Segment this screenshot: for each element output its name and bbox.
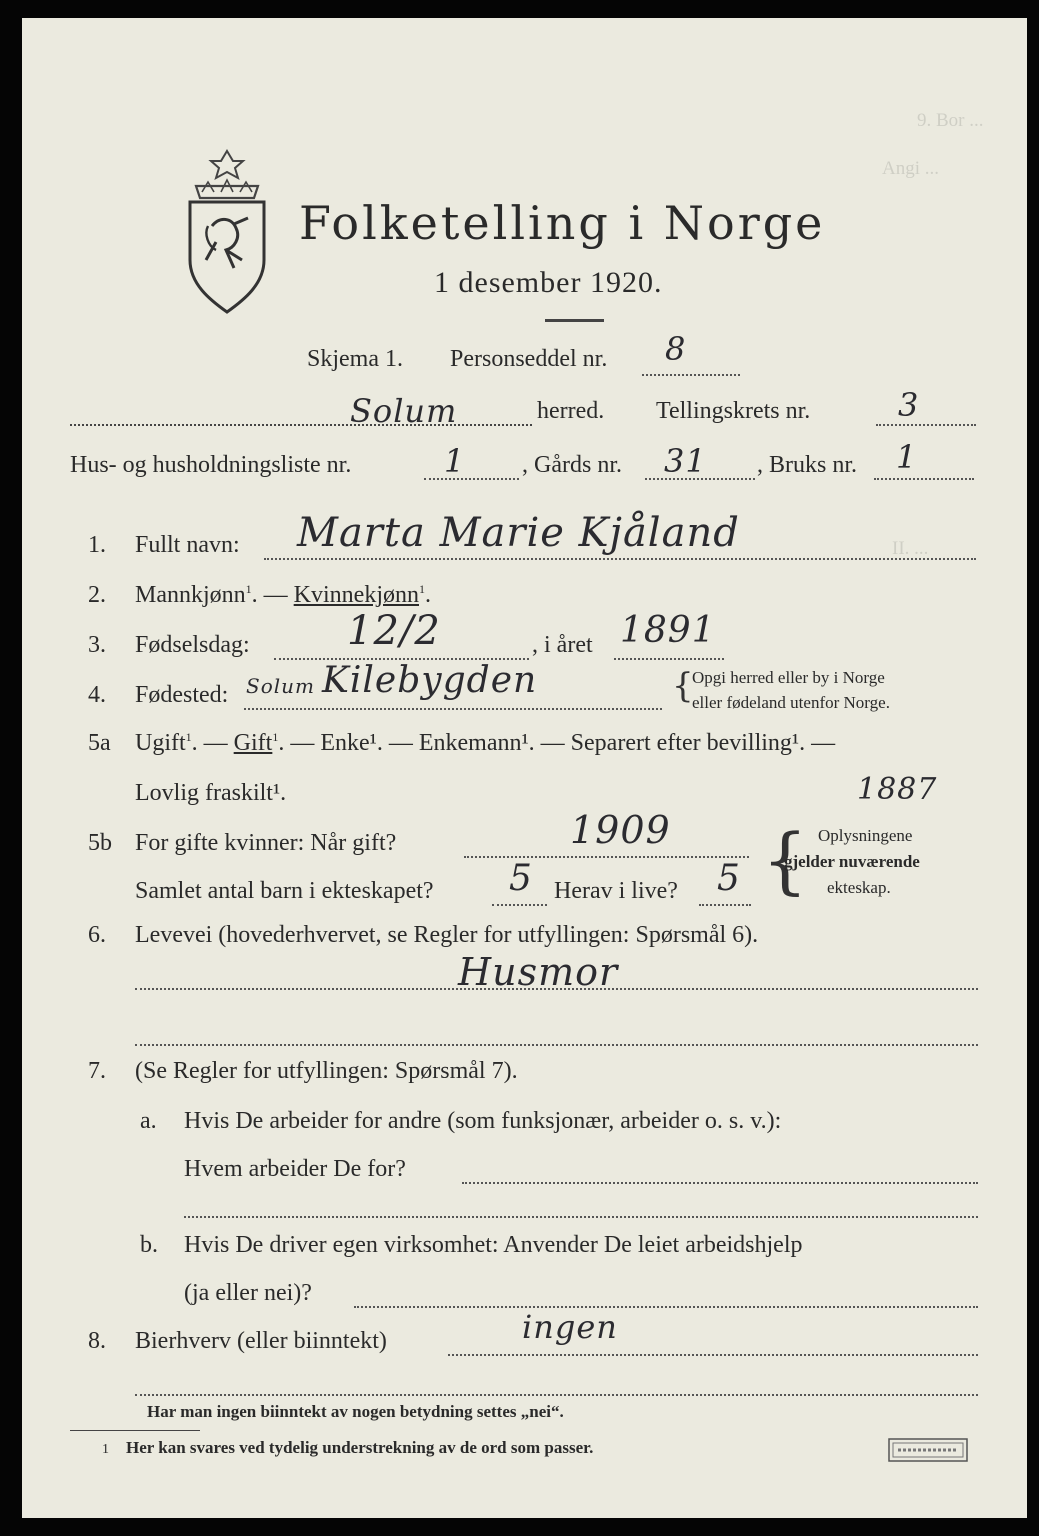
q5b-note-2: gjelder nuværende (784, 852, 920, 871)
q1-number: 1. (88, 532, 106, 558)
hus-line (424, 478, 519, 480)
q5b-label: For gifte kvinner: Når gift? (135, 830, 397, 856)
q5a-rest: . — Enke¹. — Enkemann¹. — Separert efter bevilling¹. — (278, 730, 836, 756)
q5a-line2: Lovlig fraskilt¹. (135, 780, 287, 806)
gards-label: , Gårds nr. (522, 452, 622, 478)
q5b-live-line (699, 904, 751, 906)
q5b-line (464, 856, 749, 858)
q4-brace: { (672, 666, 694, 706)
q5b-note-1: Oplysningene (818, 826, 913, 845)
herred-label: herred. (537, 398, 605, 424)
q7a-label: Hvis De arbeider for andre (som funksjonær, arbeider o. s. v.): (184, 1108, 782, 1134)
q5b-live-value: 5 (717, 858, 741, 899)
q5b-barn-value: 5 (509, 858, 533, 899)
q7b-letter: b. (140, 1232, 158, 1258)
q3-year-line (614, 658, 724, 660)
q5b-note-3: ekteskap. (827, 878, 891, 897)
bleed-through: 9. Bor ... (917, 110, 984, 131)
q8-line-1 (448, 1354, 978, 1356)
footnote-rule (70, 1430, 200, 1431)
q3-year-value: 1891 (620, 610, 716, 651)
q5a-number: 5a (88, 730, 111, 756)
q6-number: 6. (88, 922, 106, 948)
q6-label: Levevei (hovederhvervet, se Regler for utfyllingen: Spørsmål 6). (135, 922, 759, 948)
herred-line (70, 424, 532, 426)
q2-kvinnekjonn: Kvinnekjønn (293, 582, 419, 608)
q1-value: Marta Marie Kjåland (297, 510, 740, 556)
q7a-label2: Hvem arbeider De for? (184, 1156, 406, 1182)
q8-label: Bierhverv (eller biinntekt) (135, 1328, 387, 1354)
q2-number: 2. (88, 582, 106, 608)
q4-note-2: eller fødeland utenfor Norge. (692, 693, 890, 712)
q4-value: Kilebygden (322, 660, 538, 701)
q5a-gift: Gift (233, 730, 273, 756)
footer-note: Har man ingen biinntekt av nogen betydning settes „nei“. (147, 1402, 564, 1421)
q3-label: Fødselsdag: (135, 632, 250, 658)
q2-separator: . — (251, 582, 294, 608)
q4-value-small: Solum (246, 674, 315, 698)
q8-value: ingen (522, 1308, 618, 1346)
q5b-barn-label: Samlet antal barn i ekteskapet? (135, 878, 434, 904)
q7a-line-1 (462, 1182, 978, 1184)
q2-label-row: Mannkjønn$^1$. — Kvinnekjønn$^1$. (135, 582, 431, 608)
q5a-ugift: Ugift (135, 730, 186, 756)
q7b-line (354, 1306, 978, 1308)
q7-number: 7. (88, 1058, 106, 1084)
tellingskrets-value: 3 (898, 386, 920, 424)
q6-line-1 (135, 988, 978, 990)
q1-label: Fullt navn: (135, 532, 240, 558)
q5a-options: Ugift$^1$. — Gift$^1$. — Enke¹. — Enkemann¹. — Separert efter bevilling¹. — (135, 730, 836, 756)
q7a-line-2 (184, 1216, 978, 1218)
bruks-label: , Bruks nr. (757, 452, 858, 478)
q2-end: . (425, 582, 431, 608)
divider (545, 319, 604, 322)
bleed-through: Angi ... (882, 158, 939, 179)
q3-year-label: , i året (532, 632, 593, 658)
footnote-mark: 1 (102, 1442, 109, 1457)
q4-note-1: Opgi herred eller by i Norge (692, 668, 885, 687)
printer-stamp-icon (888, 1438, 968, 1462)
q4-line (244, 708, 662, 710)
q1-line (264, 558, 976, 560)
q4-number: 4. (88, 682, 106, 708)
form-title: Folketelling i Norge (299, 196, 826, 250)
census-date: 1 desember 1920. (434, 266, 663, 299)
personseddel-label: Personseddel nr. (450, 346, 608, 372)
q8-line-2 (135, 1394, 978, 1396)
footnote: Her kan svares ved tydelig understrekning av de ord som passer. (126, 1438, 594, 1457)
q3-value: 12/2 (347, 608, 441, 654)
q5b-live-label: Herav i live? (554, 878, 678, 904)
q7b-label: Hvis De driver egen virksomhet: Anvender De leiet arbeidshjelp (184, 1232, 803, 1258)
q5b-brace: { (762, 818, 808, 902)
q8-number: 8. (88, 1328, 106, 1354)
q5b-barn-line (492, 904, 547, 906)
q2-mannkjonn: Mannkjønn (135, 582, 246, 608)
q5b-number: 5b (88, 830, 112, 856)
personseddel-line (642, 374, 740, 376)
hus-value: 1 (444, 442, 466, 480)
q5b-note-year: 1887 (857, 772, 938, 807)
census-form (22, 18, 1027, 1518)
gards-value: 31 (664, 442, 707, 480)
personseddel-value: 8 (665, 330, 687, 368)
q4-label: Fødested: (135, 682, 229, 708)
herred-value: Solum (350, 392, 458, 430)
tellingskrets-label: Tellingskrets nr. (656, 398, 811, 424)
skjema-label: Skjema 1. (307, 346, 403, 372)
q7-label: (Se Regler for utfyllingen: Spørsmål 7). (135, 1058, 518, 1084)
bruks-value: 1 (896, 438, 918, 476)
q6-line-2 (135, 1044, 978, 1046)
tellingskrets-line (876, 424, 976, 426)
coat-of-arms-icon (182, 146, 272, 316)
q5b-value: 1909 (570, 808, 671, 852)
q3-number: 3. (88, 632, 106, 658)
q6-value: Husmor (458, 950, 619, 994)
hus-label: Hus- og husholdningsliste nr. (70, 452, 352, 478)
bleed-through: II. ... (892, 538, 929, 559)
bruks-line (874, 478, 974, 480)
q7b-label2: (ja eller nei)? (184, 1280, 312, 1306)
q7a-letter: a. (140, 1108, 157, 1134)
